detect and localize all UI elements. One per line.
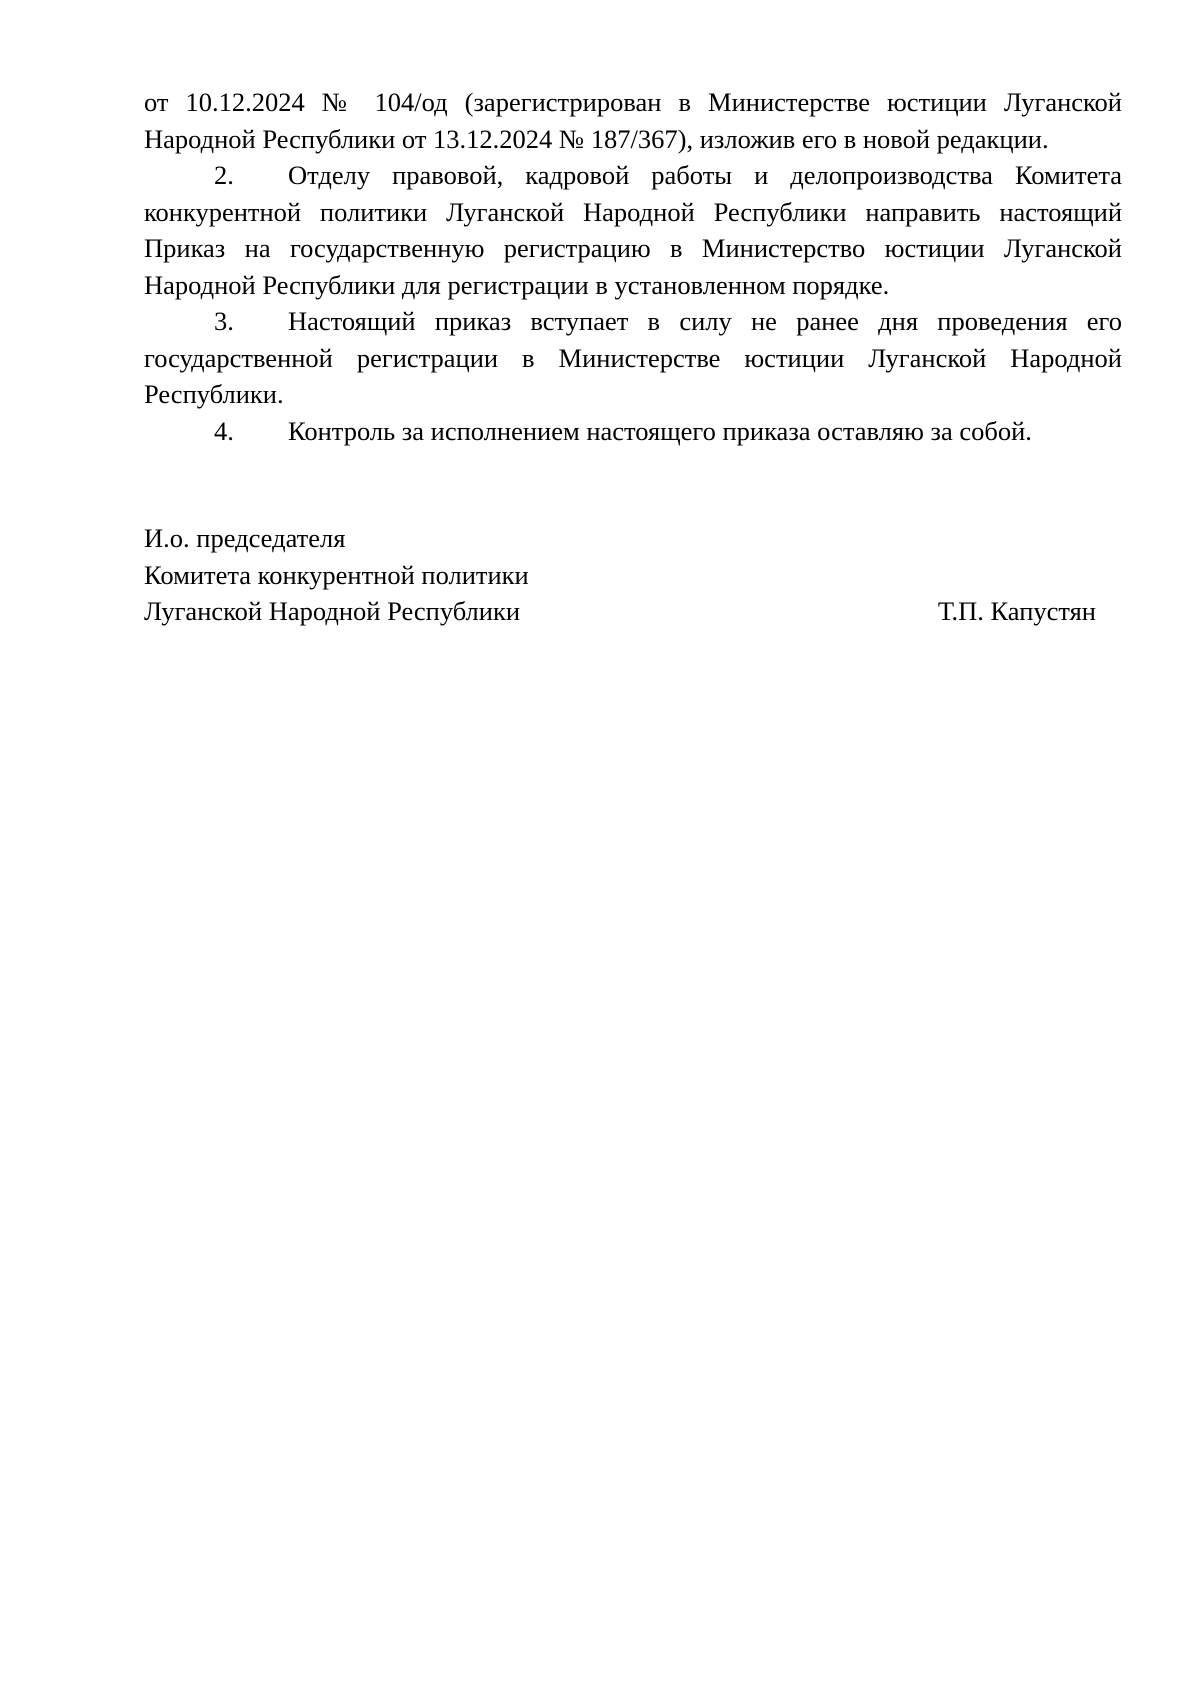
intro-line: от 10.12.2024 № 104/од (зарегистрирован в Министерстве юстиции Луганской — [144, 87, 1122, 117]
list-item-4 — [144, 413, 1122, 450]
signatory-position-line: И.о. председателя — [144, 523, 346, 553]
item-line: государственной регистрации в Министерстве юстиции Луганской Народной — [144, 342, 1122, 373]
signatory-position-line: Комитета конкурентной политики — [144, 559, 529, 590]
list-item-3 — [144, 303, 1122, 340]
signature-row — [144, 593, 1096, 630]
item-line: конкурентной политики Луганской Народной Республики направить настоящий — [144, 196, 1122, 227]
list-item-2 — [144, 157, 1122, 194]
item-number: 4. — [214, 415, 234, 446]
signature-row — [144, 557, 1096, 594]
signature-row — [144, 520, 1096, 557]
item-first-line: Отделу правовой, кадровой работы и делопроизводства Комитета — [288, 160, 1122, 190]
item-line: Приказ на государственную регистрацию в Министерство юстиции Луганской — [144, 233, 1122, 263]
item-number: 2. — [214, 160, 234, 190]
item-line: Народной Республики для регистрации в установленном порядке. — [144, 269, 890, 300]
signatory-name: Т.П. Капустян — [937, 596, 1096, 626]
document-body — [144, 84, 1122, 449]
item-first-line: Контроль за исполнением настоящего приказа оставляю за собой. — [288, 415, 1032, 446]
item-number: 3. — [214, 306, 234, 336]
item-line: Республики. — [144, 379, 284, 409]
item-first-line: Настоящий приказ вступает в силу не ранее дня проведения его — [288, 306, 1122, 336]
intro-line: Народной Республики от 13.12.2024 № 187/367), изложив его в новой редакции. — [144, 123, 1049, 154]
signatory-position-line: Луганской Народной Республики — [144, 596, 521, 626]
signature-block — [144, 520, 1096, 630]
